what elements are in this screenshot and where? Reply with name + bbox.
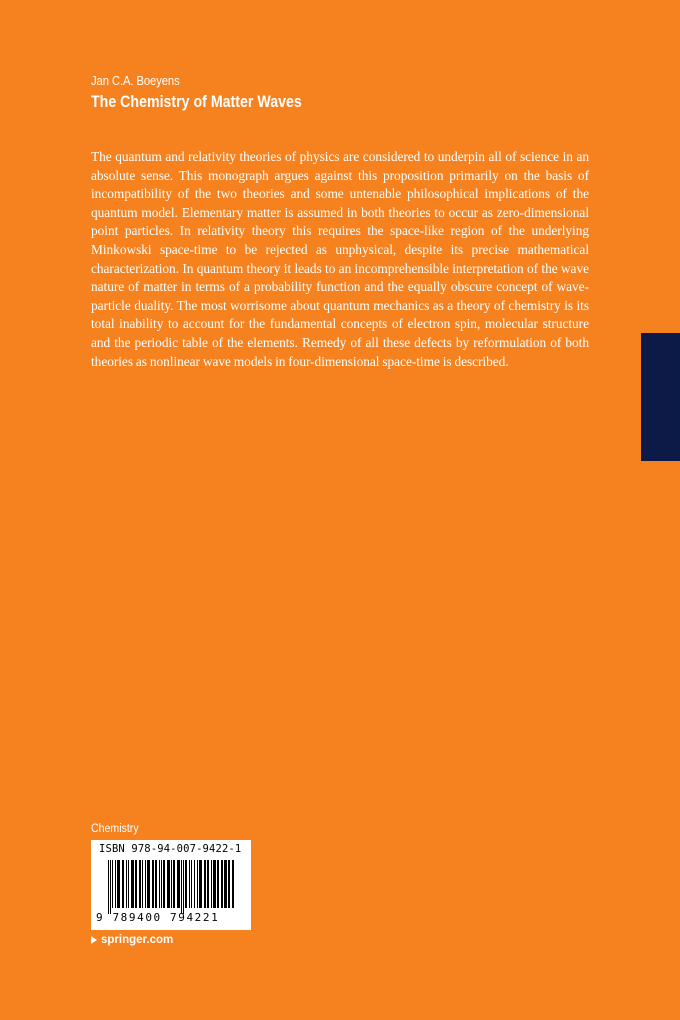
navy-tab-marker: [641, 333, 680, 461]
barcode-bar: [189, 860, 190, 908]
barcode-bar: [171, 860, 172, 908]
barcode-bar: [161, 860, 162, 908]
barcode-bar: [112, 860, 113, 908]
barcode-bar: [211, 860, 212, 908]
barcode-bar: [110, 860, 111, 914]
website-label: springer.com: [101, 934, 174, 946]
barcode-bar: [147, 860, 150, 908]
book-description: The quantum and relativity theories of physics are considered to underpin all of science in an absolute sense. This monograph argues against this proposition primarily on the basis of incompatibility of the two theories and some untenable philosophical implications of the quantum model. Elementary matter is assumed in both theories to occur as zero-dimensional point particles. In relativity theory this requires the space-like region of the underlying Minkowski space-time to be rejected as unphysical, despite its precise mathematical characterization. In quantum theory it leads to an incomprehensible interpretation of the wave nature of matter in terms of a probability function and the equally obscure concept of wave-particle duality. The most worrisome about quantum mechanics as a theory of chemistry is its total inability to account for the fundamental concepts of electron spin, molecular structure and the periodic table of the elements. Remedy of all these defects by reformulation of both theories as nonlinear wave models in four-dimensional space-time is described.: [91, 149, 589, 369]
barcode-bar: [115, 860, 116, 908]
barcode-bar: [224, 860, 227, 908]
barcode-bar: [173, 860, 175, 908]
barcode-bar: [159, 860, 160, 908]
barcode-panel: [91, 840, 251, 930]
barcode-bar: [126, 860, 127, 908]
barcode-bar: [194, 860, 195, 908]
barcode-bar: [145, 860, 146, 908]
barcode-digits: 9 789400 794221: [96, 911, 220, 924]
barcode-bar: [152, 860, 154, 908]
barcode-bar: [221, 860, 223, 908]
barcode-bar: [199, 860, 202, 908]
barcode-bar: [204, 860, 206, 908]
isbn-label: ISBN 978-94-007-9422-1: [99, 843, 242, 855]
barcode-bar: [183, 860, 184, 914]
barcode-bar: [232, 860, 234, 908]
barcode-bar: [117, 860, 120, 908]
barcode-bar: [167, 860, 170, 908]
barcode-bar: [228, 860, 230, 908]
subject-category: Chemistry: [91, 823, 139, 835]
barcode-bar: [139, 860, 141, 908]
barcode-bar: [108, 860, 109, 914]
triangle-right-icon: [91, 936, 97, 944]
book-title: The Chemistry of Matter Waves: [91, 93, 302, 111]
barcode-bar: [181, 860, 182, 914]
barcode-bar: [213, 860, 216, 908]
barcode-bar: [197, 860, 198, 908]
barcode-bar: [131, 860, 134, 908]
publisher-website-link[interactable]: [91, 934, 173, 946]
barcode-bar: [177, 860, 180, 908]
barcode-icon: [108, 860, 234, 914]
barcode-bar: [217, 860, 219, 908]
barcode-bar: [155, 860, 157, 908]
barcode-bar: [191, 860, 192, 908]
barcode-bar: [128, 860, 129, 908]
barcode-bar: [163, 860, 165, 908]
barcode-bar: [207, 860, 209, 908]
barcode-bar: [185, 860, 187, 908]
barcode-bar: [122, 860, 124, 908]
barcode-bar: [135, 860, 137, 908]
author-name: Jan C.A. Boeyens: [91, 74, 180, 88]
barcode-bar: [142, 860, 143, 908]
